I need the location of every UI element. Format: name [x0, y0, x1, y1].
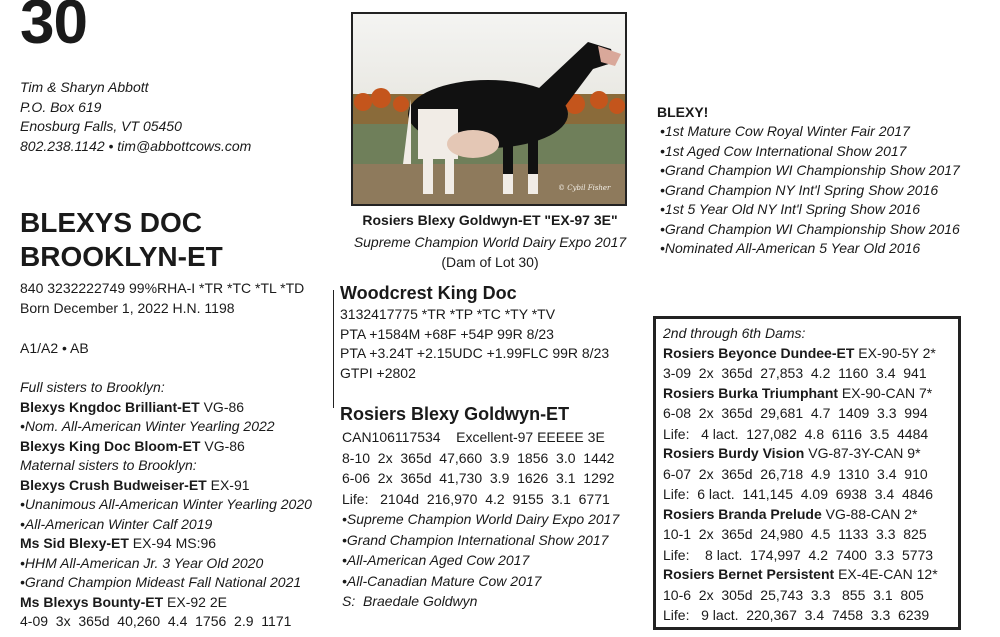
sire-detail-line: PTA +1584M +68F +54P 99R 8/23: [340, 325, 554, 342]
sister-note: •All-American Winter Calf 2019: [20, 515, 213, 532]
sister-entry: [20, 593, 312, 613]
sister-entry: [20, 437, 312, 457]
sister-name: Ms Sid Blexy-ET: [20, 535, 129, 551]
ancestor-record: 6-08 2x 365d 29,681 4.7 1409 3.3 994: [663, 405, 928, 421]
ancestor-record: 6-07 2x 365d 26,718 4.9 1310 3.4 910: [663, 465, 928, 482]
dams-box-content: [663, 324, 938, 626]
pedigree-divider: [333, 290, 334, 408]
blexy-honor: •1st Aged Cow International Show 2017: [660, 142, 907, 159]
sire-name: Woodcrest King Doc: [340, 283, 517, 303]
sister-note: •HHM All-American Jr. 3 Year Old 2020: [20, 554, 264, 571]
sisters-section: [20, 378, 312, 632]
sister-name: Blexys Crush Budweiser-ET: [20, 476, 207, 493]
photo-watermark: © Cybil Fisher: [558, 184, 611, 192]
animal-born-line: Born December 1, 2022 H.N. 1198: [20, 300, 235, 316]
blexy-honors: [660, 122, 960, 259]
blexy-honor: •Grand Champion WI Championship Show 2017: [660, 162, 960, 178]
ancestor-name: Rosiers Branda Prelude: [663, 505, 822, 522]
dam-name: Rosiers Blexy Goldwyn-ET: [340, 404, 570, 424]
cow-photo-illustration: [353, 14, 625, 204]
full-sisters-heading: Full sisters to Brooklyn:: [20, 379, 165, 395]
photo-caption-title: Supreme Champion World Dairy Expo 2017: [353, 234, 627, 250]
consignor-phone-email: 802.238.1142 • tim@abbottcows.com: [20, 137, 252, 154]
dam-honor: •Grand Champion International Show 2017: [342, 531, 609, 548]
dams-heading: 2nd through 6th Dams:: [663, 325, 806, 341]
photo-caption-note: (Dam of Lot 30): [441, 254, 539, 270]
blexy-title: BLEXY!: [657, 104, 709, 120]
dam-entry: [663, 384, 938, 404]
dam-photo: [351, 12, 627, 206]
sister-score: VG-86: [199, 398, 245, 415]
dam-sire-line: S: Braedale Goldwyn: [342, 593, 478, 609]
sister-score: EX-94 MS:96: [128, 535, 217, 551]
sister-name: Ms Blexys Bounty-ET: [20, 593, 164, 610]
sister-record: 4-09 3x 365d 40,260 4.4 1756 2.9 1171: [20, 613, 292, 629]
ancestor-score: VG-87-3Y-CAN 9*: [804, 445, 921, 461]
ancestor-name: Rosiers Beyonce Dundee-ET: [663, 344, 855, 361]
maternal-sisters-heading: Maternal sisters to Brooklyn:: [20, 457, 197, 473]
photo-caption-name: Rosiers Blexy Goldwyn-ET "EX-97 3E": [362, 212, 618, 228]
dam-record: 6-06 2x 365d 41,730 3.9 1626 3.1 1292: [342, 470, 615, 486]
dam-honor: •Supreme Champion World Dairy Expo 2017: [342, 511, 620, 527]
sister-score: EX-91: [206, 476, 250, 493]
ancestor-score: VG-88-CAN 2*: [821, 505, 918, 522]
ancestor-record: Life: 8 lact. 174,997 4.2 7400 3.3 5773: [663, 546, 934, 563]
ancestor-name: Rosiers Bernet Persistent: [663, 566, 835, 582]
dam-entry: [663, 344, 938, 364]
ancestor-name: Rosiers Burdy Vision: [663, 445, 805, 461]
ancestor-record: 3-09 2x 365d 27,853 4.2 1160 3.4 941: [663, 365, 927, 381]
animal-genetics: A1/A2 • AB: [20, 340, 89, 356]
dam-registration: CAN106117534 Excellent-97 EEEEE 3E: [342, 429, 605, 445]
dam-entry: [663, 505, 938, 525]
ancestor-score: EX-4E-CAN 12*: [834, 566, 938, 582]
consignor-city: Enosburg Falls, VT 05450: [20, 118, 182, 134]
animal-name-line1: BLEXYS DOC: [20, 207, 203, 238]
ancestor-score: EX-90-CAN 7*: [838, 384, 933, 401]
ancestor-score: EX-90-5Y 2*: [854, 344, 936, 361]
ancestor-record: 10-6 2x 305d 25,743 3.3 855 3.1 805: [663, 586, 924, 603]
consignor-name: Tim & Sharyn Abbott: [20, 79, 149, 95]
sister-note: •Grand Champion Mideast Fall National 2021: [20, 574, 302, 590]
sister-note: •Nom. All-American Winter Yearling 2022: [20, 418, 275, 434]
dam-record: 8-10 2x 365d 47,660 3.9 1856 3.0 1442: [342, 449, 615, 466]
blexy-honor: •1st Mature Cow Royal Winter Fair 2017: [660, 123, 910, 139]
sister-score: VG-86: [200, 437, 245, 454]
sister-score: EX-92 2E: [163, 593, 227, 610]
ancestor-name: Rosiers Burka Triumphant: [663, 384, 839, 401]
ancestor-record: Life: 9 lact. 220,367 3.4 7458 3.3 6239: [663, 607, 930, 623]
sire-detail-line: PTA +3.24T +2.15UDC +1.99FLC 99R 8/23: [340, 345, 610, 361]
ancestor-record: 10-1 2x 365d 24,980 4.5 1133 3.3 825: [663, 526, 927, 542]
ancestor-record: Life: 6 lact. 141,145 4.09 6938 3.4 4846: [663, 486, 934, 502]
blexy-honor: •Nominated All-American 5 Year Old 2016: [660, 240, 921, 256]
sister-entry: [20, 534, 312, 554]
sire-details: [340, 305, 609, 383]
consignor-po-box: P.O. Box 619: [20, 98, 102, 115]
sister-entry: [20, 476, 312, 496]
animal-name-line2: BROOKLYN-ET: [20, 241, 223, 272]
sister-name: Blexys King Doc Bloom-ET: [20, 437, 201, 454]
dam-entry: [663, 444, 938, 464]
sire-detail-line: 3132417775 *TR *TP *TC *TY *TV: [340, 306, 556, 322]
blexy-honor: •Grand Champion WI Championship Show 2016: [660, 220, 960, 237]
consignor-contact: [20, 78, 251, 156]
dam-details: [342, 427, 619, 612]
dam-entry: [663, 565, 938, 585]
lot-number: 30: [20, 0, 87, 57]
animal-name: [20, 206, 223, 274]
dam-honor: •All-American Aged Cow 2017: [342, 552, 530, 568]
ancestor-record: Life: 4 lact. 127,082 4.8 6116 3.5 4484: [663, 425, 929, 442]
sister-entry: [20, 398, 312, 418]
sister-name: Blexys Kngdoc Brilliant-ET: [20, 398, 200, 415]
dams-box: [653, 316, 961, 630]
blexy-honor: •Grand Champion NY Int'l Spring Show 2016: [660, 181, 939, 198]
sister-note: •Unanimous All-American Winter Yearling 2020: [20, 496, 312, 512]
animal-id-line: 840 3232222749 99%RHA-I *TR *TC *TL *TD: [20, 280, 305, 296]
dam-record: Life: 2104d 216,970 4.2 9155 3.1 6771: [342, 490, 610, 507]
blexy-honor: •1st 5 Year Old NY Int'l Spring Show 2016: [660, 201, 920, 217]
dam-honor: •All-Canadian Mature Cow 2017: [342, 572, 542, 589]
sire-detail-line: GTPI +2802: [340, 364, 416, 381]
